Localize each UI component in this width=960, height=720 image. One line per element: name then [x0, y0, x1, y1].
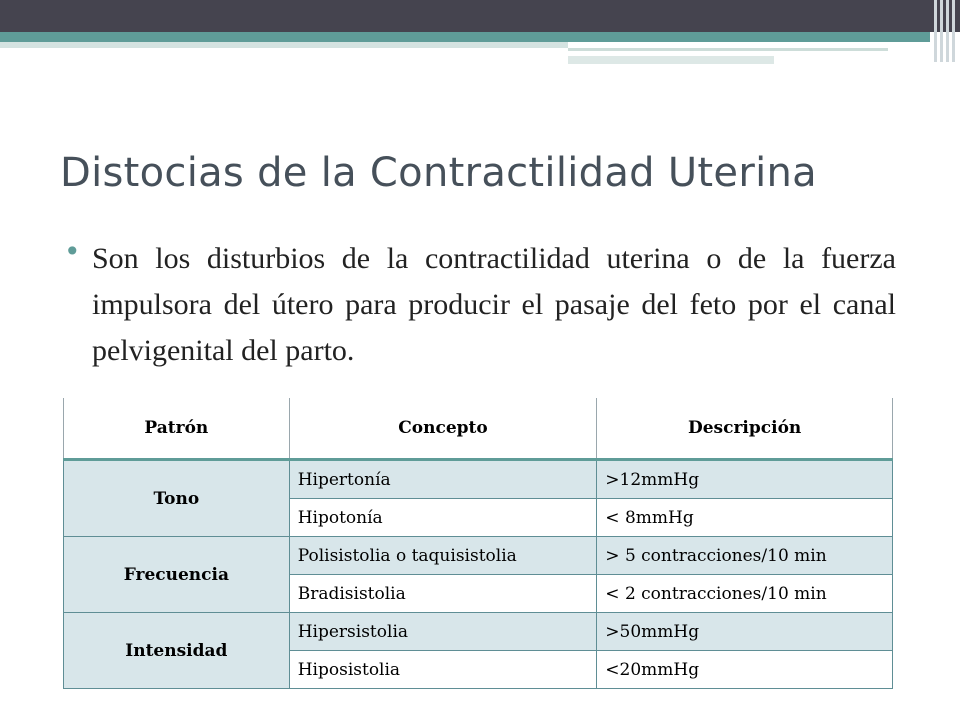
top-dark-band [0, 0, 960, 32]
descripcion-cell: < 2 contracciones/10 min [597, 575, 893, 613]
patron-cell: Frecuencia [64, 537, 290, 613]
concepto-cell: Hipotonía [289, 499, 597, 537]
decor-step-block [568, 56, 774, 64]
concepto-cell: Bradisistolia [289, 575, 597, 613]
table-header-row [64, 398, 893, 460]
decor-vertical-line [940, 0, 943, 62]
concepto-cell: Polisistolia o taquisistolia [289, 537, 597, 575]
bullet-text: Son los disturbios de la contractilidad uterina o de la fuerza impulsora del útero para producir el pasaje del feto por el canal pelvigenital del parto. [92, 242, 896, 367]
slide-title: Distocias de la Contractilidad Uterina [60, 150, 817, 196]
top-light-band [0, 42, 568, 48]
bullet-item [64, 236, 896, 374]
table-row [64, 460, 893, 499]
table-row [64, 537, 893, 575]
decor-step-line [568, 48, 888, 51]
decor-vertical-line [952, 0, 955, 62]
descripcion-cell: >50mmHg [597, 613, 893, 651]
concepto-cell: Hipertonía [289, 460, 597, 499]
top-teal-band [0, 32, 930, 42]
header-concepto: Concepto [289, 398, 597, 460]
patron-cell: Tono [64, 460, 290, 537]
table-row [64, 613, 893, 651]
patron-cell: Intensidad [64, 613, 290, 689]
descripcion-cell: > 5 contracciones/10 min [597, 537, 893, 575]
descripcion-cell: >12mmHg [597, 460, 893, 499]
decor-vertical-line [946, 0, 949, 62]
bullet-icon: • [64, 235, 81, 268]
concepto-cell: Hipersistolia [289, 613, 597, 651]
header-patron: Patrón [64, 398, 290, 460]
distocias-table [63, 398, 893, 689]
header-descripcion: Descripción [597, 398, 893, 460]
decor-vertical-line [934, 0, 937, 62]
concepto-cell: Hiposistolia [289, 651, 597, 689]
descripcion-cell: < 8mmHg [597, 499, 893, 537]
descripcion-cell: <20mmHg [597, 651, 893, 689]
